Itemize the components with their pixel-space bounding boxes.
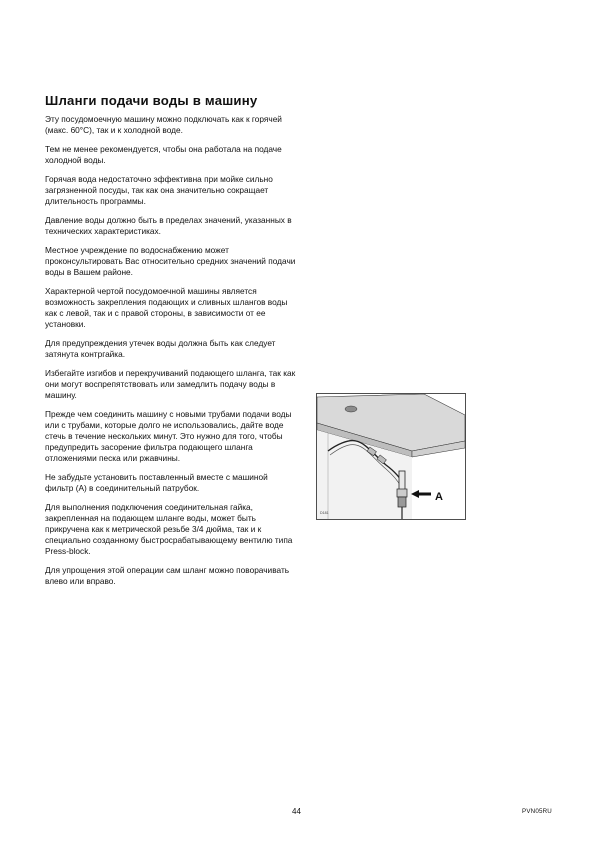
paragraph: Не забудьте установить поставленный вместе с машиной фильтр (А) в соединительный патрубок. (45, 472, 268, 493)
body-text (45, 114, 297, 595)
paragraph: Местное учреждение по водоснабжению может проконсультировать Вас относительно средних значений подачи воды в Вашем районе. (45, 245, 296, 277)
paragraph: Горячая вода недостаточно эффективна при мойке сильно загрязненной посуды, так как она значительно сокращает длительность программы. (45, 174, 273, 206)
page-title: Шланги подачи воды в машину (45, 93, 258, 108)
callout-label-a: A (435, 491, 443, 503)
document-code: PVN05RU (522, 808, 552, 815)
paragraph: Для упрощения этой операции сам шланг можно поворачивать влево или вправо. (45, 565, 290, 586)
paragraph: Характерной чертой посудомоечной машины является возможность закрепления подающих и сливных шлангов воды как с левой, так и с правой стороны, в зависимости от ее установки. (45, 286, 288, 329)
paragraph: Для предупреждения утечек воды должна быть как следует затянута контргайка. (45, 338, 276, 359)
paragraph: Тем не менее рекомендуется, чтобы она работала на подаче холодной воды. (45, 144, 282, 165)
hose-connection-illustration (316, 393, 466, 520)
paragraph: Эту посудомоечную машину можно подключать как к горячей (макс. 60°С), так и к холодной воде. (45, 114, 282, 135)
paragraph: Прежде чем соединить машину с новыми трубами подачи воды или с трубами, которые долго не использовались, дайте воде стечь в течение нескольких минут. Это нужно для того, чтобы предупредить засорение фильтра подающего шланга отложениями песка или ржавчины. (45, 409, 292, 463)
paragraph: Для выполнения подключения соединительная гайка, закрепленная на подающем шланге воды, может быть прикручена как к метрической резьбе 3/4 дюйма, так и к специально созданному быстросрабатывающему вентилю типа Press-block. (45, 502, 293, 556)
figure-code: D181 (320, 511, 329, 515)
page-number: 44 (292, 807, 301, 816)
paragraph: Избегайте изгибов и перекручиваний подающего шланга, так как они могут воспрепятствовать или замедлить подачу воды в машину. (45, 368, 296, 400)
paragraph: Давление воды должно быть в пределах значений, указанных в технических характеристиках. (45, 215, 292, 236)
